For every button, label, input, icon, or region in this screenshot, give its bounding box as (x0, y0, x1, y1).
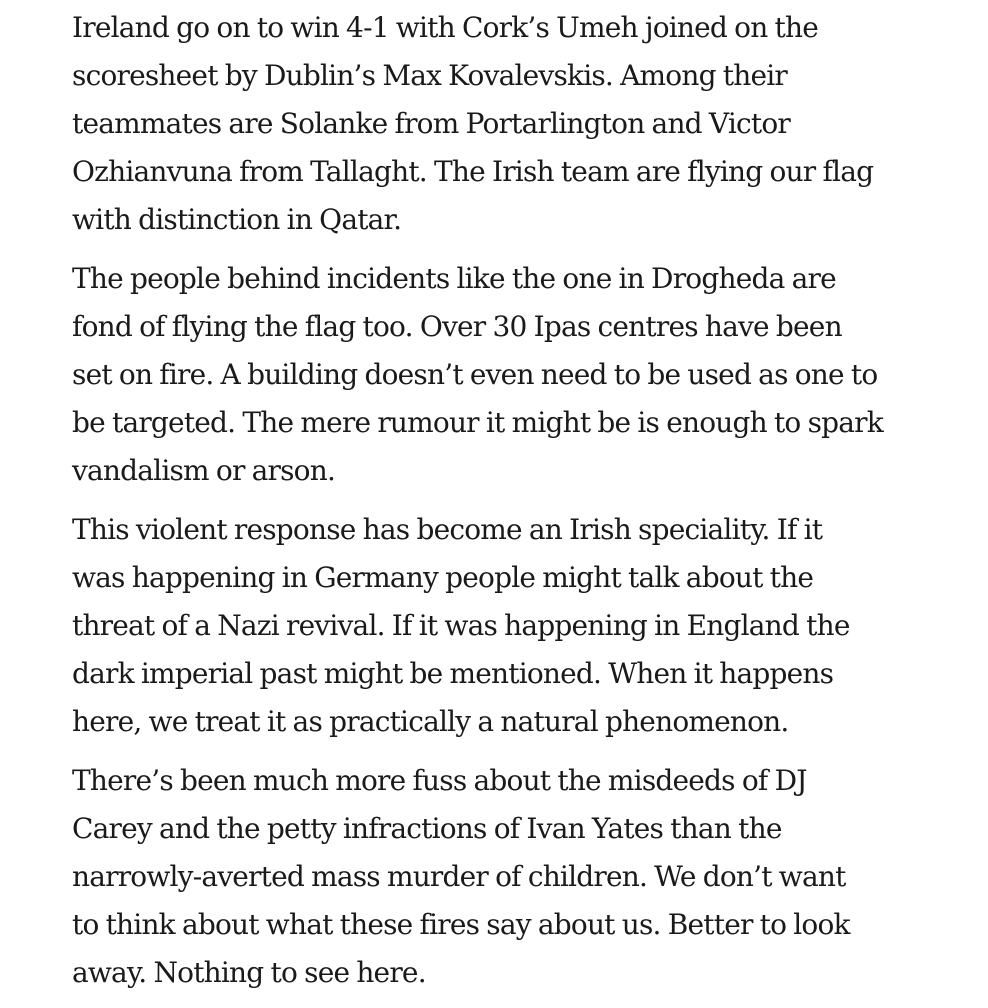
text-line: This violent response has become an Irish speciality. If it (72, 513, 823, 546)
text-line: with distinction in Qatar. (72, 203, 402, 236)
article-body (72, 4, 942, 1008)
paragraph-1 (72, 4, 942, 244)
text-line: Ireland go on to win 4-1 with Cork’s Umeh joined on the (72, 11, 818, 44)
text-line: to think about what these fires say about us. Better to look (72, 908, 850, 941)
text-line: narrowly-averted mass murder of children. We don’t want (72, 860, 846, 893)
text-line: was happening in Germany people might talk about the (72, 561, 814, 594)
text-line: threat of a Nazi revival. If it was happening in England the (72, 609, 850, 642)
text-line: teammates are Solanke from Portarlington and Victor (72, 107, 790, 140)
text-line: set on fire. A building doesn’t even need to be used as one to (72, 358, 878, 391)
text-line: away. Nothing to see here. (72, 956, 426, 989)
paragraph-4 (72, 757, 942, 997)
text-line: There’s been much more fuss about the misdeeds of DJ (72, 764, 807, 797)
text-line: scoresheet by Dublin’s Max Kovalevskis. Among their (72, 59, 787, 92)
text-line: dark imperial past might be mentioned. When it happens (72, 657, 834, 690)
text-line: be targeted. The mere rumour it might be is enough to spark (72, 406, 883, 439)
text-line: vandalism or arson. (72, 454, 336, 487)
text-line: Ozhianvuna from Tallaght. The Irish team are flying our flag (72, 155, 874, 188)
paragraph-3 (72, 506, 942, 746)
text-line: here, we treat it as practically a natural phenomenon. (72, 705, 789, 738)
text-line: The people behind incidents like the one in Drogheda are (72, 262, 836, 295)
text-line: Carey and the petty infractions of Ivan Yates than the (72, 812, 782, 845)
text-line: fond of flying the flag too. Over 30 Ipas centres have been (72, 310, 842, 343)
paragraph-2 (72, 255, 942, 495)
